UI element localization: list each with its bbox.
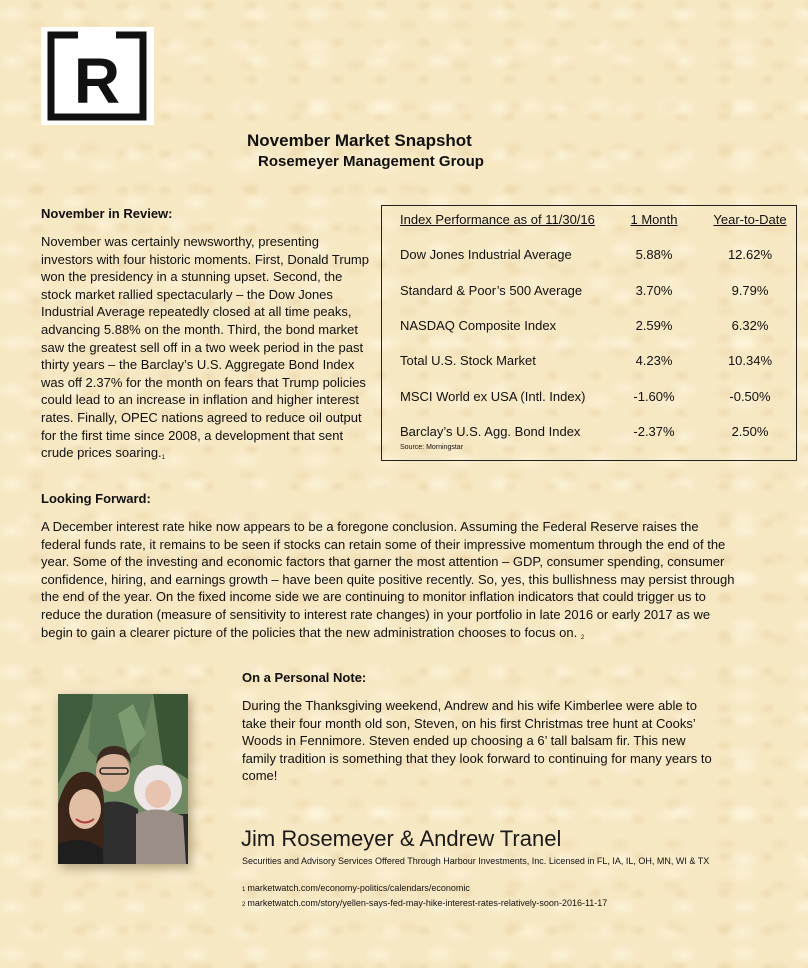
ytd-value: 12.62% bbox=[727, 247, 773, 262]
forward-text: A December interest rate hike now appears to be a foregone conclusion. Assuming the Federal Reserve raises the federal funds rate, it remains to be seen if stocks can retain some of their impressive momentum through the end of the year. Some of the investing and economic factors that garner the most attention – GDP, consumer spending, consumer confidence, hiring, and earnings growth – have been quite positive recently. So, yes, this bullishness may persist through the end of the year. On the fixed income side we are continuing to monitor inflation indicators that could trigger us to reduce the duration (measure of sensitivity to interest rate changes) in your portfolio in late 2016 or early 2017 as we begin to gain a clearer picture of the policies that the new administration chooses to focus on. bbox=[41, 519, 735, 640]
review-footnote-mark: 1 bbox=[161, 455, 166, 462]
month-value: 3.70% bbox=[635, 283, 673, 298]
header-ytd: Year-to-Date bbox=[713, 212, 787, 227]
personal-text: During the Thanksgiving weekend, Andrew and his wife Kimberlee were able to take their four month old son, Steven, on his first Christmas tree hunt at Cooks’ Woods in Fennimore. Steven ended up choosing a 6’ tall balsam fir. This new family tradition is something that they look forward to continuing for many years to come! bbox=[242, 698, 712, 784]
ytd-value: 9.79% bbox=[731, 283, 769, 298]
ytd-value: -0.50% bbox=[729, 389, 771, 404]
signature: Jim Rosemeyer & Andrew Tranel bbox=[241, 826, 562, 851]
review-paragraph bbox=[41, 233, 371, 466]
header-index: Index Performance as of 11/30/16 bbox=[400, 212, 595, 227]
month-value: 5.88% bbox=[635, 247, 673, 262]
table-source: Source: Morningstar bbox=[400, 444, 464, 451]
header-1-month: 1 Month bbox=[630, 212, 678, 227]
month-value: 2.59% bbox=[635, 318, 673, 333]
footnote-number: 1 bbox=[242, 887, 246, 893]
ytd-value: 2.50% bbox=[731, 424, 769, 439]
index-name: MSCI World ex USA (Intl. Index) bbox=[400, 389, 586, 404]
index-name: Total U.S. Stock Market bbox=[400, 353, 536, 368]
month-value: -2.37% bbox=[633, 424, 675, 439]
forward-footnote-mark: 2 bbox=[580, 634, 585, 641]
footnote-link: marketwatch.com/economy-politics/calendars/economic bbox=[247, 883, 470, 893]
index-name: Barclay’s U.S. Agg. Bond Index bbox=[400, 424, 581, 439]
footnote-number: 2 bbox=[242, 902, 246, 908]
page-title: November Market Snapshot bbox=[247, 131, 472, 150]
company-logo bbox=[41, 27, 154, 125]
page-subtitle: Rosemeyer Management Group bbox=[258, 153, 484, 170]
forward-heading: Looking Forward: bbox=[41, 491, 151, 506]
index-name: Standard & Poor’s 500 Average bbox=[400, 283, 583, 298]
disclosure-text: Securities and Advisory Services Offered Through Harbour Investments, Inc. Licensed in FL, IA, IL, OH, MN, WI & TX bbox=[242, 856, 710, 866]
logo-letter: R bbox=[73, 45, 121, 117]
forward-paragraph bbox=[41, 518, 741, 645]
month-value: 4.23% bbox=[635, 353, 673, 368]
review-heading: November in Review: bbox=[41, 206, 173, 221]
ytd-value: 10.34% bbox=[727, 353, 773, 368]
ytd-value: 6.32% bbox=[731, 318, 769, 333]
index-name: NASDAQ Composite Index bbox=[400, 318, 557, 333]
family-photo bbox=[58, 694, 188, 864]
footnote-2 bbox=[242, 898, 607, 908]
review-text: November was certainly newsworthy, presenting investors with four historic moments. First, Donald Trump won the presidency in a stunning upset. Second, the stock market rallied spectacularly – the Dow Jones Industrial Average repeatedly closed at all time peaks, advancing 5.88% on the month. Third, the bond market saw the greatest sell off in a two week period in the past thirty years – the Barclay’s U.S. Aggregate Bond Index was off 2.37% for the month on fears that Trump policies could lead to an increase in inflation and higher interest rates. Finally, OPEC nations agreed to reduce oil output for the first time since 2008, a development that sent crude prices soaring. bbox=[41, 234, 369, 461]
index-performance-table bbox=[381, 205, 797, 461]
footnote-1 bbox=[242, 883, 470, 893]
index-name: Dow Jones Industrial Average bbox=[400, 247, 572, 262]
month-value: -1.60% bbox=[633, 389, 675, 404]
personal-heading: On a Personal Note: bbox=[242, 670, 367, 685]
footnote-link: marketwatch.com/story/yellen-says-fed-may-hike-interest-rates-relatively-soon-2016-11-17 bbox=[247, 898, 608, 908]
